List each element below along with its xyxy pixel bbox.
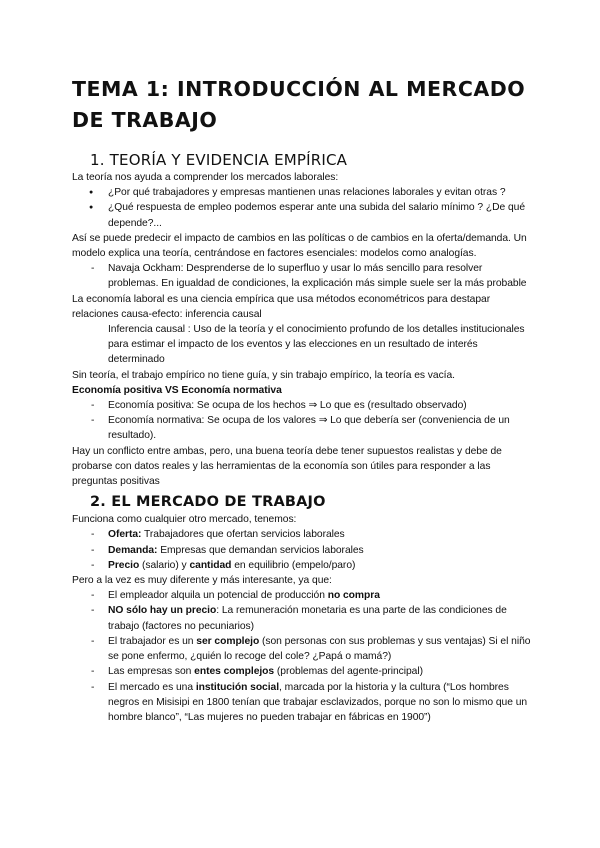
list-item: - El mercado es una institución social, marcada por la historia y la cultura (“Los hombres negros en Misisipi en 1800 tenían que trabajar esclavizados, porque no son lo mismo que un hombre blanco”, “Las mujeres no pueden trabajar en fábricas en 1900”) bbox=[72, 680, 534, 726]
list-item: - El trabajador es un ser complejo (son personas con sus problemas y sus ventajas) Si el niño se pone enfermo, ¿quién lo recoge del cole? ¿Papá o mamá?) bbox=[72, 634, 534, 664]
section-1-question-list bbox=[72, 185, 534, 231]
list-item: - Economía positiva: Se ocupa de los hechos ⇒ Lo que es (resultado observado) bbox=[72, 398, 534, 413]
paragraph-theory: Sin teoría, el trabajo empírico no tiene guía, y sin trabajo empírico, la teoría es vacía. bbox=[72, 369, 455, 381]
market-components-list bbox=[72, 527, 534, 573]
list-item: - NO sólo hay un precio: La remuneración monetaria es una parte de las condiciones de trabajo (factores no pecuniarios) bbox=[72, 603, 534, 633]
page-title: TEMA 1: INTRODUCCIÓN AL MERCADO DE TRABAJO bbox=[72, 77, 526, 132]
section-1-heading: 1. TEORÍA Y EVIDENCIA EMPÍRICA bbox=[90, 151, 348, 169]
paragraph-models: Así se puede predecir el impacto de cambios en las políticas o de cambios en la oferta/demanda. Un modelo explica una teoría, centrándose en factores esenciales: modelos como analogías. bbox=[72, 232, 527, 260]
list-item: - Demanda: Empresas que demandan servicios laborales bbox=[72, 543, 534, 558]
inferencia-causal-definition: Inferencia causal : Uso de la teoría y el conocimiento profundo de los detalles institucionales para estimar el impacto de los eventos y las elecciones en un resultado de interés determinado bbox=[108, 324, 525, 366]
differences-list bbox=[72, 588, 534, 725]
list-item: - Navaja Ockham: Desprenderse de lo superfluo y usar lo más sencillo para resolver problemas. En igualdad de condiciones, la explicación más simple suele ser la más probable bbox=[72, 261, 534, 291]
section-2-heading: 2. EL MERCADO DE TRABAJO bbox=[90, 494, 326, 511]
list-item: - Economía normativa: Se ocupa de los valores ⇒ Lo que debería ser (conveniencia de un resultado). bbox=[72, 413, 534, 443]
list-item: ● ¿Por qué trabajadores y empresas mantienen unas relaciones laborales y evitan otras ? bbox=[72, 185, 534, 200]
list-item: - El empleador alquila un potencial de producción no compra bbox=[72, 588, 534, 603]
ockham-list bbox=[72, 261, 534, 291]
paragraph-different: Pero a la vez es muy diferente y más interesante, ya que: bbox=[72, 575, 332, 587]
list-item: - Oferta: Trabajadores que ofertan servicios laborales bbox=[72, 527, 534, 542]
economics-types-list bbox=[72, 398, 534, 444]
paragraph-conflict: Hay un conflicto entre ambas, pero, una buena teoría debe tener supuestos realistas y debe de probarse con datos reales y las herramientas de la economía son útiles para responder a las preguntas positivas bbox=[72, 445, 502, 488]
document-page bbox=[72, 74, 534, 725]
list-item: ● ¿Qué respuesta de empleo podemos esperar ante una subida del salario mínimo ? ¿De qué depende?... bbox=[72, 200, 534, 230]
positive-vs-normative-heading: Economía positiva VS Economía normativa bbox=[72, 384, 282, 396]
paragraph-empirical: La economía laboral es una ciencia empírica que usa métodos econométricos para destapar relaciones causa-efecto: inferencia causal bbox=[72, 293, 491, 320]
list-item: - Precio (salario) y cantidad en equilibrio (empelo/paro) bbox=[72, 558, 534, 573]
list-item: - Las empresas son entes complejos (problemas del agente-principal) bbox=[72, 664, 534, 679]
section-1-intro: La teoría nos ayuda a comprender los mercados laborales: bbox=[72, 172, 339, 183]
section-2-intro: Funciona como cualquier otro mercado, tenemos: bbox=[72, 514, 297, 526]
